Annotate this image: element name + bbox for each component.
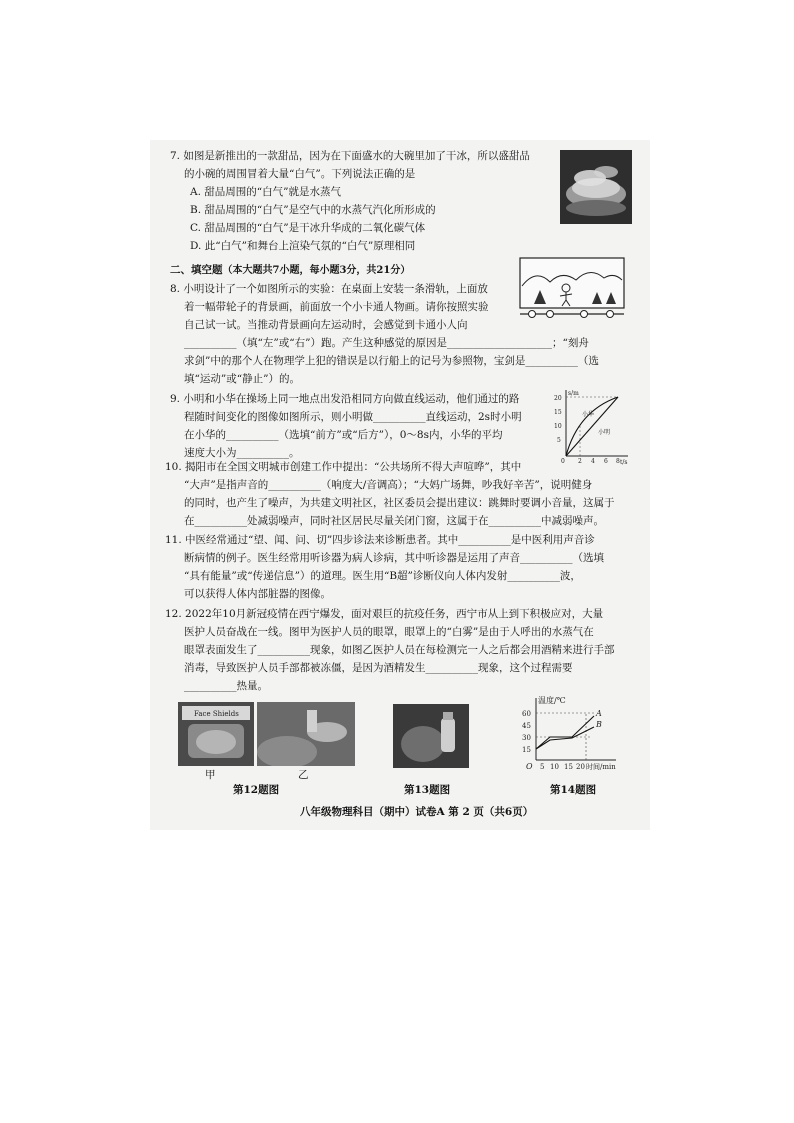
fig14-origin: O: [526, 762, 533, 771]
q9-line-2: 程随时间变化的图像如图所示，则小明做__________直线运动，2s时小明: [184, 411, 522, 423]
q12-line-2: 医护人员奋战在一线。图甲为医护人员的眼罩，眼罩上的“白雾”是由于人呼出的水蒸气在: [184, 626, 594, 638]
q7-option-c: C. 甜品周围的“白气”是干冰升华成的二氧化碳气体: [190, 222, 426, 234]
q11-line-1: 11. 中医经常通过“望、闻、问、切”四步诊法来诊断患者。其中__________是中医利用声音诊: [165, 534, 595, 546]
dessert-fog-image: [560, 150, 632, 224]
q10-line-4: 在__________处减弱噪声，同时社区居民尽量关闭门窗，这属于在__________中减弱噪声。: [184, 515, 604, 527]
q8-line-4: __________（填“左”或“右”）跑。产生这种感觉的原因是____________________；“刻舟: [184, 337, 589, 349]
fig14-temperature-graph: [520, 694, 624, 774]
q11-line-2: 断病情的例子。医生经常用听诊器为病人诊病，其中听诊器是运用了声音__________（选填: [184, 552, 604, 564]
q9-line-3: 在小华的__________（选填“前方”或“后方”），0～8s内，小华的平均: [184, 429, 503, 441]
fig13-photo: [393, 704, 469, 768]
q12-line-4: 消毒，导致医护人员手部都被冻僵，是因为酒精发生__________现象，这个过程需要: [184, 662, 573, 674]
fig12-photo-hands: [257, 702, 355, 766]
q7-stem-line-2: 的小碗的周围冒着大量“白气”。下列说法正确的是: [184, 168, 416, 180]
fig14-ytick: 30: [522, 734, 531, 742]
q9-st-graph: [548, 386, 630, 466]
fig9-xtick: 8: [616, 458, 620, 465]
fig9-xtick: 0: [561, 458, 565, 465]
fig14-curve-b: [536, 727, 594, 749]
fig14-label-b: B: [596, 720, 602, 729]
fig9-label-xiaohua: 小华: [582, 411, 595, 418]
q8-line-5: 求剑”中的那个人在物理学上犯的错误是以行船上的记号为参照物，宝剑是__________（选: [184, 355, 599, 367]
q7-stem-line-1: 7. 如图是新推出的一款甜品，因为在下面盛水的大碗里加了干冰，所以盛甜品: [170, 150, 530, 162]
fig9-ytick: 5: [557, 437, 561, 444]
goggles-image: [178, 702, 254, 766]
q8-line-6: 填“运动”或“静止”）的。: [184, 373, 300, 385]
fig14-xtick: 15: [564, 763, 573, 771]
fig9-y-axis-label: s/m: [568, 390, 579, 397]
fig14-ytick: 15: [522, 746, 531, 754]
q8-rail-picture: [518, 256, 626, 322]
q9-line-1: 9. 小明和小华在操场上同一地点出发沿相同方向做直线运动，他们通过的路: [170, 393, 520, 405]
q10-line-2: “大声”是指声音的__________（响度大/音调高）；“大妈广场舞，吵我好辛苦”，说明健身: [184, 479, 593, 491]
q12-line-1: 12. 2022年10月新冠疫情在西宁爆发，面对艰巨的抗疫任务，西宁市从上到下积极应对，大量: [165, 608, 604, 620]
fig14-xtick: 10: [550, 763, 559, 771]
q7-option-a: A. 甜品周围的“白气”就是水蒸气: [190, 186, 341, 198]
page-footer: 八年级物理科目（期中）试卷A 第 2 页（共6页）: [300, 806, 534, 818]
st-graph-svg: [548, 386, 630, 466]
q12-line-3: 眼罩表面发生了__________现象，如图乙医护人员在每检测完一人之后都会用酒精来进行手部: [184, 644, 615, 656]
fig12-shield-text: Face Shields: [194, 710, 239, 718]
fig13-caption: 第13题图: [404, 784, 451, 796]
cartoon-rail-image: [518, 256, 626, 322]
q10-line-3: 的同时，也产生了噪声，为共建文明社区，社区委员会提出建议：跳舞时要调小音量，这属于: [184, 497, 615, 509]
fig9-ytick: 10: [554, 423, 562, 430]
fig14-ytick: 60: [522, 710, 531, 718]
fig12-caption: 第12题图: [233, 784, 280, 796]
fig14-ytick: 45: [522, 722, 531, 730]
q11-line-4: 可以获得人体内部脏器的图像。: [184, 588, 331, 600]
section-2-note: （本大题共7小题，每小题3分，共21分）: [222, 265, 411, 276]
fig14-xtick: 5: [540, 763, 545, 771]
fig9-xtick: 4: [591, 458, 595, 465]
q9-line-4: 速度大小为__________。: [184, 447, 300, 459]
hands-image: [257, 702, 355, 766]
fig14-y-axis-label: 温度/℃: [538, 696, 566, 705]
q8-line-1: 8. 小明设计了一个如图所示的实验：在桌面上安装一条滑轨，上面放: [170, 283, 488, 295]
q10-line-1: 10. 揭阳市在全国文明城市创建工作中提出：“公共场所不得大声喧哗”，其中: [165, 461, 522, 473]
section-2-title: 二、填空题: [170, 264, 223, 276]
fig14-label-a: A: [596, 709, 602, 718]
fig12-label-jia: 甲: [205, 769, 216, 781]
q12-line-5: __________热量。: [184, 680, 268, 692]
q7-option-d: D. 此“白气”和舞台上渲染气氛的“白气”原理相同: [190, 240, 416, 252]
fig9-label-xiaoming: 小明: [598, 429, 611, 436]
fig13-image: [393, 704, 469, 768]
fig9-ytick: 20: [554, 395, 562, 402]
fig12-photo-goggles: [178, 702, 254, 766]
q8-line-3: 自己试一试。当推动背景画向左运动时，会感觉到卡通小人向: [184, 319, 468, 331]
q7-option-b: B. 甜品周围的“白气”是空气中的水蒸气汽化所形成的: [190, 204, 436, 216]
q7-dessert-photo: [560, 150, 632, 224]
fig9-line-xiaoming: [566, 397, 618, 456]
fig9-ytick: 15: [554, 409, 562, 416]
fig14-x-axis-label: 时间/min: [586, 763, 616, 771]
fig14-caption: 第14题图: [550, 784, 597, 796]
fig14-xtick: 20: [576, 763, 585, 771]
q8-line-2: 着一幅带轮子的背景画，前面放一个小卡通人物画。请你按照实验: [184, 301, 489, 313]
section-2-header: [170, 262, 410, 279]
fig12-label-yi: 乙: [298, 769, 309, 781]
fig9-xtick: 2: [578, 458, 582, 465]
q11-line-3: “具有能量”或“传递信息”）的道理。医生用“B超”诊断仪向人体内发射__________波，: [184, 570, 581, 582]
fig9-xtick: 6: [604, 458, 608, 465]
temp-graph-svg: [520, 694, 624, 774]
fig9-x-axis-label: t/s: [620, 459, 628, 466]
